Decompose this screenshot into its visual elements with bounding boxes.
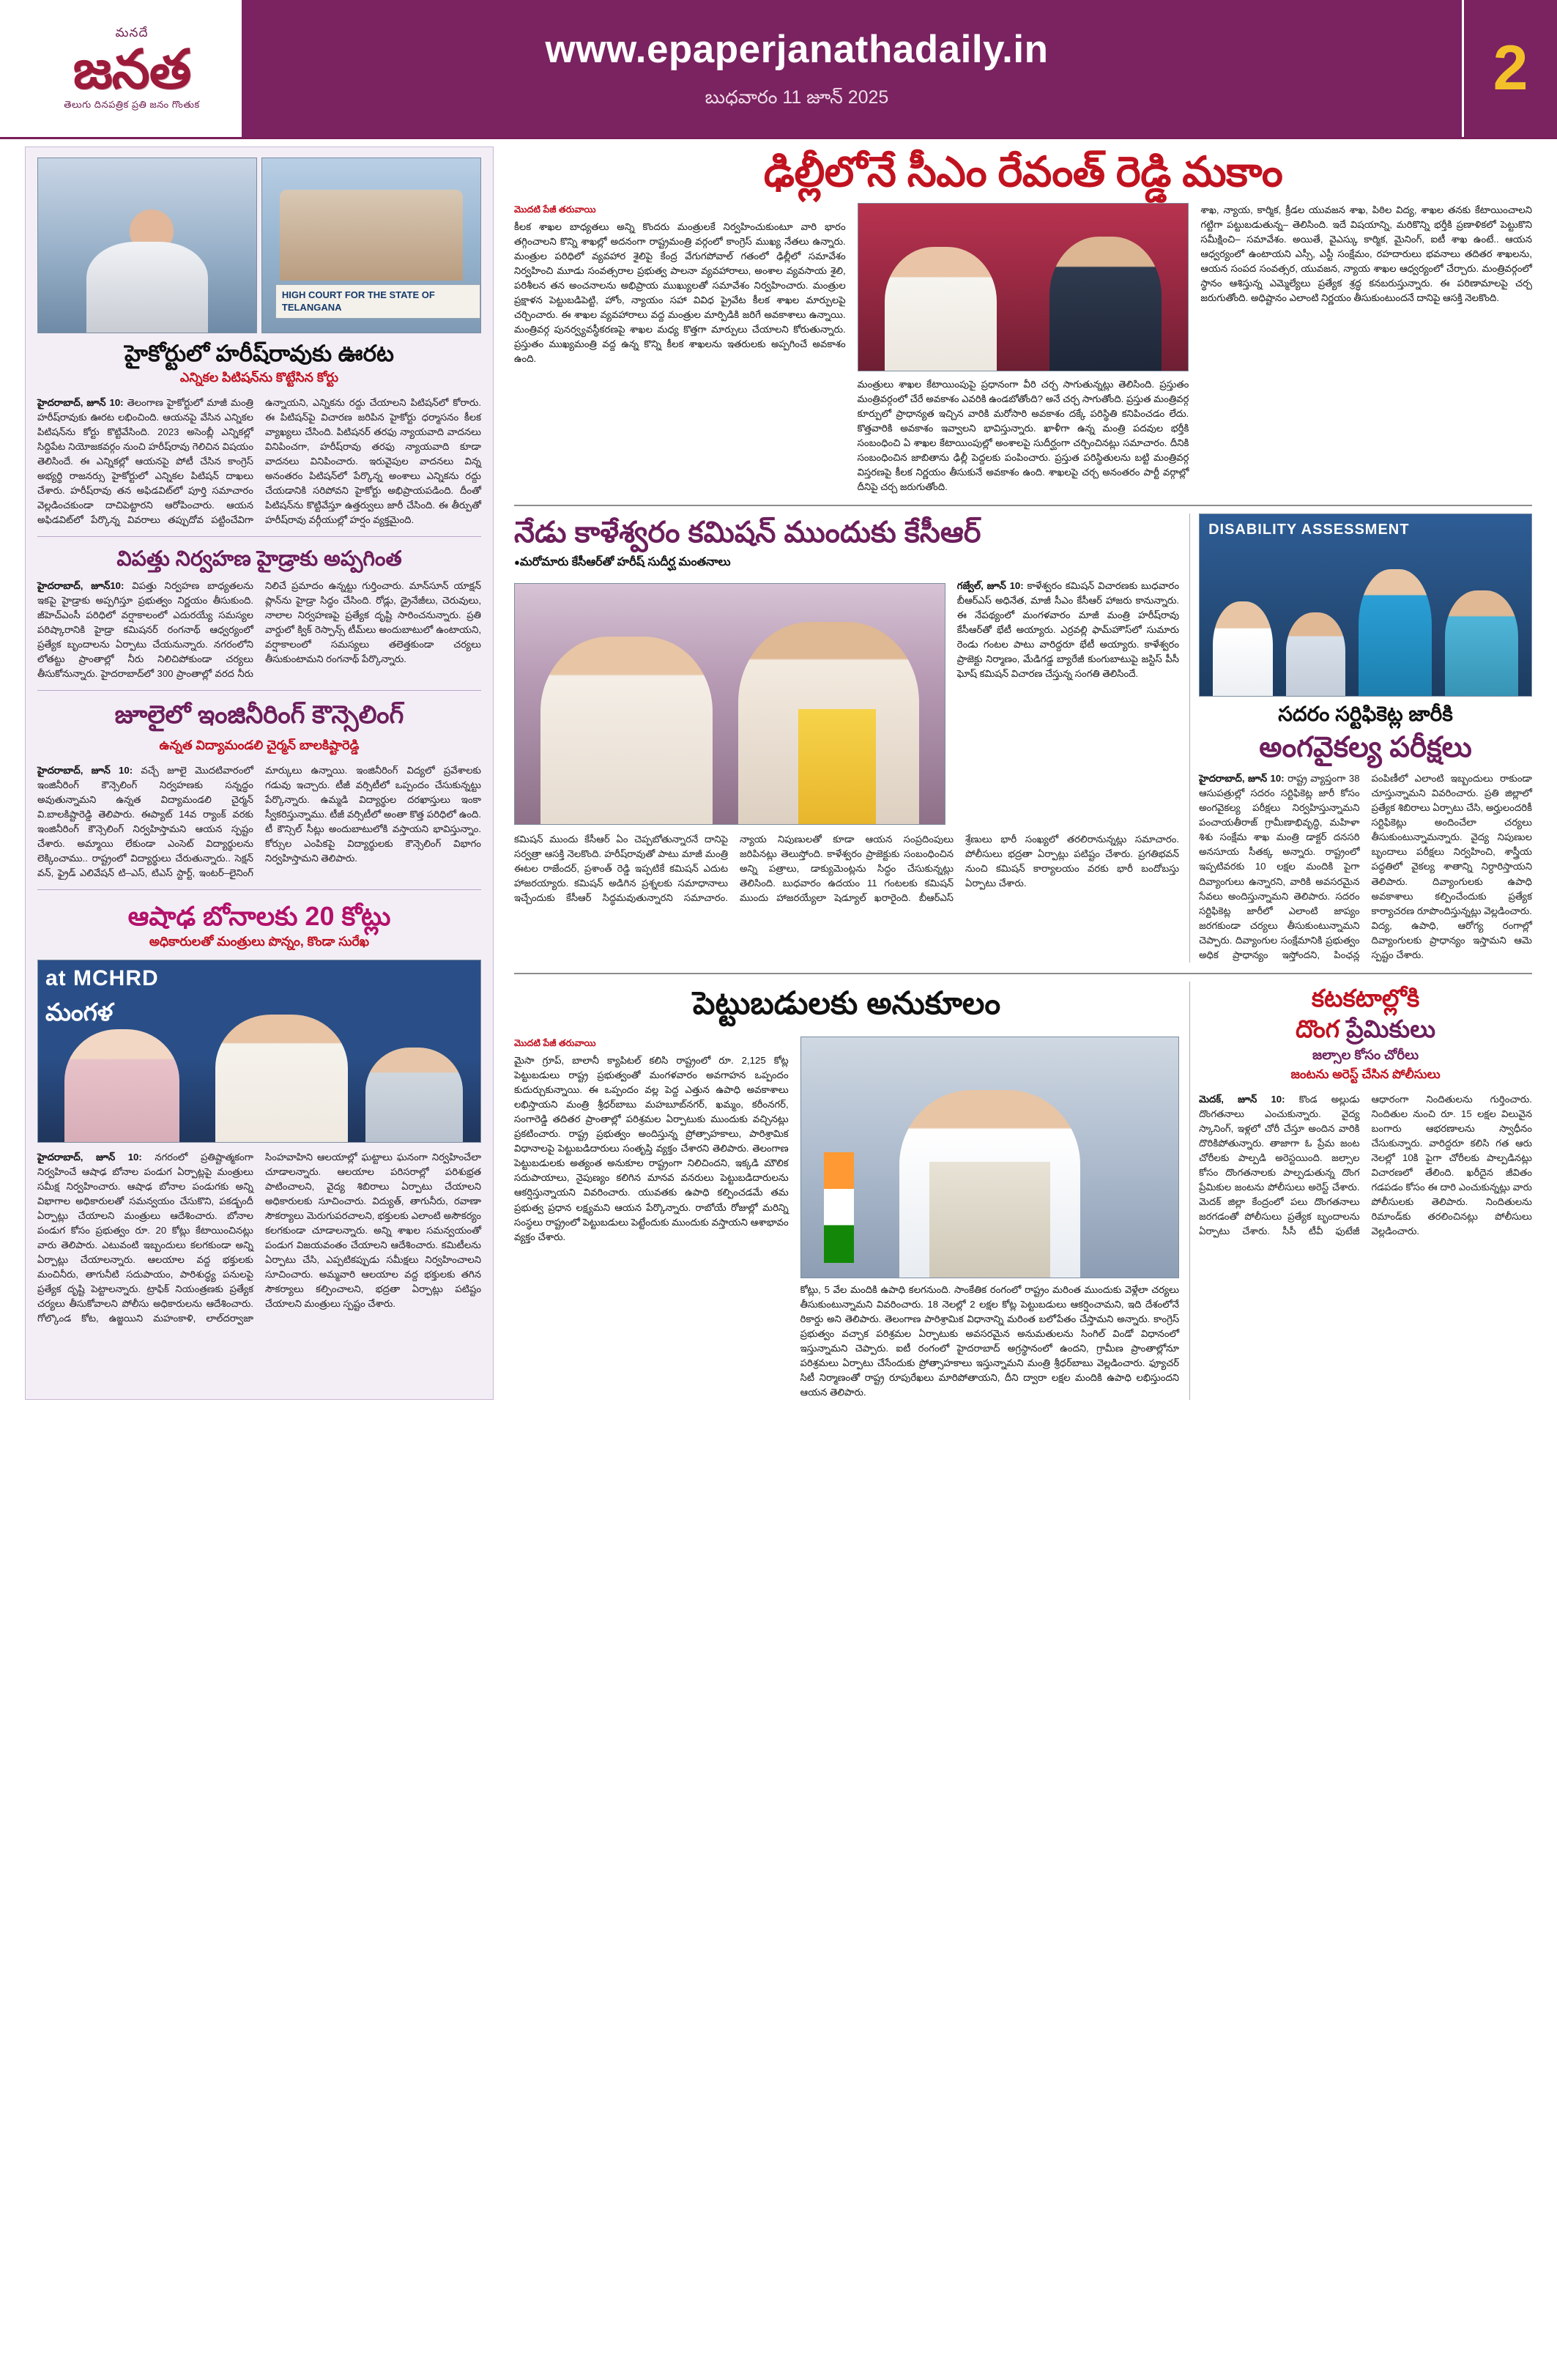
story-headline-harish: హైకోర్టులో హరీష్‌రావుకు ఊరట [125,341,394,366]
masthead [0,0,1557,139]
divider-1 [37,536,481,537]
masthead-bar [242,0,1462,137]
lead-headline: ఢిల్లీలోనే సీఎం రేవంత్ రెడ్డి మకాం [763,149,1283,196]
page-number: 2 [1462,0,1557,137]
kaleshwaram-columns [514,579,1179,825]
investment-columns [514,1037,1179,1401]
dateline-katakat: మెదక్, జూన్ 10: [1199,1093,1285,1105]
lead-col-3 [1200,203,1532,495]
story-subhead-bonalu: అధికారులతో మంత్రులు పొన్నం, కొండా సురేఖ [149,933,370,949]
story-text-kaleshwaram-2: కమిషన్ ముందు కేసీఆర్ ఏం చెప్పబోతున్నారనే దానిపై సర్వత్రా ఆసక్తి నెలకొంది. హరీష్‌రావుతో పాటు మాజీ మంత్రి ఈటల రాజేందర్, ప్రశాంత్ రెడ్డి ఇప్పటికే కమిషన్ ఎదుట హాజరయ్యారు. కమిషన్ అడిగిన ప్రశ్నలకు సమాధానాలు ఇచ్చేందుకు కేసీఆర్ సిద్ధమవుతున్నారని సమాచారం. న్యాయ నిపుణులతో కూడా ఆయన సంప్రదింపులు జరిపినట్లు తెలుస్తోంది. కాళేశ్వరం ప్రాజెక్టుకు సంబంధించిన అన్ని పత్రాలు, డాక్యుమెంట్లను సిద్ధం చేసుకున్నట్లు తెలిసింది. బుధవారం ఉదయం 11 గంటలకు కమిషన్ ముందు హాజరయ్యేలా షెడ్యూల్ ఖరారైంది. బీఆర్ఎస్ శ్రేణులు భారీ సంఖ్యలో తరలిరానున్నట్లు సమాచారం. పోలీసులు భద్రతా ఏర్పాట్లు పటిష్టం చేశారు. ప్రగతిభవన్ నుంచి కమిషన్ కార్యాలయం వరకు భారీ బందోబస్తు ఏర్పాటు చేశారు. [514,833,1180,904]
high-court-photo [261,157,481,333]
mchrd-banner-text-2: మంగళ [45,998,114,1026]
divider-3 [37,889,481,890]
panel-person-4 [1445,590,1518,696]
story-headline-katakat-2 [1199,1015,1532,1043]
story-subhead-katakat-1: జల్సాల కోసం చోరీలు [1312,1047,1419,1062]
story-headline-kaleshwaram: నేడు కాళేశ్వరం కమిషన్ ముందుకు కేసీఆర్ [514,516,981,549]
kaleshwaram-text-col [957,579,1179,825]
story-headline-katakat-1: కటకటాల్లోకి [1311,984,1420,1012]
story-body-harish [37,396,481,528]
story-body-hydra [37,579,481,681]
dateline-counselling: హైదరాబాద్, జూన్ 10: [37,764,133,776]
investment-text-col-1 [514,1037,789,1401]
harish-figure [540,637,713,824]
story-body-katakat [1199,1092,1532,1239]
story-bullet-kaleshwaram: ● మరోమారు కేసీఆర్‌తో హరీష్ సుదీర్ఘ మంతనాలు [514,555,1179,571]
dateline-hydra: హైదరాబాద్, జూన్10: [37,579,125,591]
kaleshwaram-photo-col [514,579,945,825]
panel-person-3 [1359,569,1432,697]
harish-rao-photo-group [37,157,481,333]
indian-flag [824,1152,854,1263]
panel-person-1 [1213,601,1273,696]
dateline-bonalu: హైదరాబాద్, జూన్ 10: [37,1151,142,1163]
lead-col-1 [514,203,846,495]
investment-story [514,982,1179,1401]
story-text-sadarem: రాష్ట్ర వ్యాప్తంగా 38 ఆసుపత్రుల్లో సదరం సర్టిఫికెట్ల జారీ కోసం అంగవైకల్య పరీక్షలు నిర్వహిస్తున్నామని పంచాయతీరాజ్ గ్రామీణాభివృద్ధి, మహిళా శిశు సంక్షేమ శాఖ మంత్రి డాక్టర్ దనసరి అనసూయ సీతక్క అన్నారు. రాష్ట్రంలో ఇప్పటివరకు 10 లక్షల మందికి పైగా దివ్యాంగులు ఉన్నారని, వారికి అవసరమైన సేవలు అందిస్తున్నామని తెలిపారు. సదరం సర్టిఫికెట్ల జారీలో ఎలాంటి జాప్యం జరగకుండా చర్యలు తీసుకుంటున్నామని చెప్పారు. దివ్యాంగుల సంక్షేమానికి ప్రభుత్వం అధిక ప్రాధాన్యం ఇస్తోందని, పింఛన్ల పంపిణీలో ఎలాంటి ఇబ్బందులు రాకుండా చూస్తున్నామని వివరించారు. ప్రతి జిల్లాలో ప్రత్యేక శిబిరాలు ఏర్పాటు చేసి, అర్హులందరికీ సర్టిఫికెట్లు అందించేలా చర్యలు తీసుకుంటున్నామన్నారు. వైద్య నిపుణుల బృందాలు పరీక్షలు నిర్వహించి, శాస్త్రీయ పద్ధతిలో వైకల్య శాతాన్ని నిర్ధారిస్తాయని తెలిపారు. దివ్యాంగులకు ఉపాధి అవకాశాలు కల్పించేందుకు ప్రత్యేక కార్యాచరణ రూపొందిస్తున్నట్లు వెల్లడించారు. విద్య, ఉపాధి, ఆరోగ్య రంగాల్లో దివ్యాంగులకు ప్రాధాన్యం ఇస్తామని ఆమె స్పష్టం చేశారు. [1199,773,1532,960]
dateline-harish: హైదరాబాద్, జూన్ 10: [37,396,124,408]
revanth-figure [885,247,997,371]
story-text-bonalu: నగరంలో ప్రతిష్టాత్మకంగా నిర్వహించే ఆషాఢ బోనాల పండుగ ఏర్పాట్లపై మంత్రులు సమీక్ష నిర్వహించారు. ఆషాఢ బోనాల పండుగకు అన్ని విభాగాల అధికారులతో సమన్వయం చేసుకొని, పకడ్బందీ ఏర్పాట్లు చేయాలని మంత్రులు ఆదేశించారు. బోనాల పండుగ కోసం ప్రభుత్వం రూ. 20 కోట్లు కేటాయించినట్లు వారు తెలిపారు. ఎటువంటి ఇబ్బందులు కలగకుండా అన్ని ఏర్పాట్లు చేయాలన్నారు. ఆలయాల వద్ద భక్తులకు మంచినీరు, తాగునీటి సదుపాయం, పారిశుద్ధ్య పనులపై ప్రత్యేక దృష్టి పెట్టాలన్నారు. ట్రాఫిక్ నియంత్రణకు ప్రత్యేక చర్యలు తీసుకోవాలని పోలీసు అధికారులను ఆదేశించారు. గోల్కొండ కోట, ఉజ్జయిని మహంకాళి, లాల్‌దర్వాజా సింహవాహిని ఆలయాల్లో ఘట్టాలు ఘనంగా నిర్వహించేలా చూడాలన్నారు. ఆలయాల పరిసరాల్లో పరిశుభ్రత పాటించాలని, వైద్య శిబిరాలు ఏర్పాటు చేయాలని అధికారులకు సూచించారు. విద్యుత్, తాగునీరు, రవాణా సౌకర్యాలు మెరుగుపరచాలని, భక్తులకు ఎలాంటి అసౌకర్యం కలగకుండా చూడాలన్నారు. అన్ని శాఖల సమన్వయంతో పండుగ విజయవంతం చేయాలని ఆదేశించారు. కమిటీలను ఏర్పాటు చేసి, ఎప్పటికప్పుడు సమీక్షలు నిర్వహించాలని సూచించారు. అమ్మవారి ఆలయాల వద్ద భక్తులకు తగిన సౌకర్యాలు కల్పించాలని, భద్రతా ఏర్పాట్లు పటిష్టం చేయాలని మంత్రులు స్పష్టం చేశారు. [37,1151,481,1324]
lead-col-2 [858,203,1189,495]
right-column [504,147,1532,1400]
story-headline-investment: పెట్టుబడులకు అనుకూలం [692,985,1001,1021]
dateline-sadarem: హైదరాబాద్, జూన్ 10: [1199,773,1285,785]
newspaper-logo [0,0,242,137]
minister-vest [929,1162,1050,1277]
story-headline-hydra: విపత్తు నిర్వహణ హైడ్రాకు అప్పగింత [116,547,402,571]
middle-band [514,514,1532,963]
story-text-harish: తెలంగాణ హైకోర్టులో మాజీ మంత్రి హరీష్‌రావుకు ఊరట లభించింది. ఆయనపై వేసిన ఎన్నికల పిటిషన్‌ను కోర్టు కొట్టివేసింది. 2023 అసెంబ్లీ ఎన్నికల్లో సిద్దిపేట నియోజకవర్గం నుంచి హరీష్‌రావు గెలిచిన విషయం తెలిసిందే. ఈ ఎన్నికల్లో ఆయనపై పోటీ చేసిన కాంగ్రెస్ అభ్యర్థి రాజనర్సు హైకోర్టులో ఎన్నికల పిటిషన్ దాఖలు చేశారు. హరీష్‌రావు తన అఫిడవిట్‌లో పూర్తి సమాచారం వెల్లడించకుండా దాచిపెట్టారని ఆరోపించారు. ఆయన అఫిడవిట్‌లో పేర్కొన్న వివరాలు తప్పుదోవ పట్టించేవిగా ఉన్నాయని, ఎన్నికను రద్దు చేయాలని పిటిషన్‌లో కోరారు. ఈ పిటిషన్‌పై విచారణ జరిపిన హైకోర్టు ధర్మాసనం కీలక వ్యాఖ్యలు చేసింది. పిటిషనర్ తరఫు న్యాయవాది వాదనలు వినిపించగా, హరీష్‌రావు తరఫు న్యాయవాది కూడా వాదనలు వినిపించారు. ఇరువైపుల వాదనలు విన్న అనంతరం పిటిషన్‌లో పేర్కొన్న అంశాలు ఎన్నికను రద్దు చేయడానికి సరిపోవని హైకోర్టు అభిప్రాయపడింది. దీంతో పిటిషన్‌ను కొట్టివేస్తూ ఉత్తర్వులు జారీ చేసింది. ఈ తీర్పుతో హరీష్‌రావు వర్గీయుల్లో హర్షం వ్యక్తమైంది. [37,396,481,526]
story-subhead-katakat-2: జంటను అరెస్ట్ చేసిన పోలీసులు [1290,1067,1441,1081]
story-subhead-harish: ఎన్నికల పిటిషన్‌ను కొట్టేసిన కోర్టు [179,369,339,385]
logo-top-text: మనదే [115,25,149,40]
divider-middle-bottom [514,973,1532,974]
lead-story-columns [514,203,1532,495]
website-url[interactable]: www.epaperjanathadaily.in [545,27,1049,71]
disability-story [1189,514,1532,963]
story-body-counselling [37,763,481,881]
byline-investment: మొదటి పేజీ తరువాయి [514,1037,596,1048]
left-column [25,147,494,1400]
column-gutter [494,147,504,1400]
story-headline-counselling: జూలైలో ఇంజినీరింగ్ కౌన్సెలింగ్ [114,701,404,730]
minister-sridhar-babu-photo [800,1037,1179,1278]
divider-lead-bottom [514,505,1532,506]
logo-title: జనత [73,40,191,100]
story-subhead-counselling: ఉన్నత విద్యామండలి చైర్మన్ బాలకిష్టారెడ్డి [159,737,360,752]
katakat-story [1189,982,1532,1401]
story-headline-sadarem-1: సదరం సర్టిఫికెట్ల జారీకి [1278,702,1453,726]
person-silhouette-2 [215,1015,348,1142]
story-text-counselling: వచ్చే జూలై మొదటివారంలో ఇంజినీరింగ్ కౌన్సెలింగ్ నిర్వహణకు సన్నద్ధం అవుతున్నామని ఉన్నత విద్యామండలి చైర్మన్ వి.బాలకిష్టారెడ్డి తెలిపారు. ఈప్యాట్ 14వ ర్యాంక్ వరకు ఇంజినీరింగ్ కౌన్సెలింగ్ నిర్వహిస్తామని ఆయన స్పష్టం చేశారు. అమ్మాయి లేకుండా ఎంసెట్ విద్యార్థులను లెక్కించాము.. రాష్ట్రంలో విద్యార్థులు చేరుతున్నారు.. సెక్షన్ వన్, ఫ్రైడ్ ఎలివేషన్ టి–ఎస్, టిఎస్ స్టార్ట్, ఇంటర్–లైనింగ్ మార్కులు ఉన్నాయి. ఇంజినీరింగ్ విద్యలో ప్రవేశాలకు గడువు ఇచ్చారు. టీజీ వర్సిటీలో ఒప్పందం చేసుకున్నట్టు పేర్కొన్నారు. ఉమ్మడి విద్యార్థుల దరఖాస్తులు ఇంకా స్వీకరిస్తున్నాము. టీజీ వర్సిటీలో అంతా కొత్త పరిధిలో ఉంది. టీ కౌన్సిల్ సీట్లు అందుబాటులోకి వస్తాయని భావిస్తున్నాం. కోర్సుల ఎంపికపై విద్యార్థులకు కౌన్సెలింగ్ విభాగం నిర్వహిస్తామని తెలిపారు. [37,764,481,878]
high-court-signboard: HIGH COURT FOR THE STATE OF TELANGANA [275,284,480,319]
logo-subtitle: తెలుగు దినపత్రిక ప్రతి జనం గొంతుక [64,99,200,111]
lead-byline: మొదటి పేజీ తరువాయి [514,204,596,215]
harish-rao-portrait-photo [37,157,257,333]
investment-photo-col [800,1037,1179,1401]
story-text-hydra: విపత్తు నిర్వహణ బాధ్యతలను ఇకపై హైడ్రాకు అప్పగిస్తూ ప్రభుత్వం నిర్ణయం తీసుకుంది. జీహెచ్ఎంసీ పరిధిలో వర్షాకాలంలో ఎదురయ్యే సమస్యల పరిష్కారానికి హైడ్రా కమిషనర్ రంగనాథ్ ఆధ్వర్యంలో ప్రత్యేక బృందాలను ఏర్పాటు చేయనున్నారు. నగరంలోని లోతట్టు ప్రాంతాల్లో నీరు నిలిచిపోకుండా చర్యలు తీసుకోనున్నారు. హైదరాబాద్‌లో 300 ప్రాంతాల్లో వరద నీరు నిలిచే ప్రమాదం ఉన్నట్టు గుర్తించారు. మాన్‌సూన్ యాక్షన్ ప్లాన్‌ను హైడ్రా సిద్ధం చేసింది. రోడ్లు, డ్రైనేజీలు, చెరువులు, నాలాల నిర్వహణపై ప్రత్యేక దృష్టి సారించనున్నారు. ప్రతి వార్డులో క్విక్ రెస్పాన్స్ టీమ్‌లు అందుబాటులో ఉంటాయని, వర్షాకాలంలో సమస్యలు తలెత్తకుండా చర్యలు తీసుకుంటామని రంగనాథ్ పేర్కొన్నారు. [37,579,481,680]
person-silhouette-1 [64,1029,179,1142]
katakat-word-red: దొంగ [1296,1015,1340,1042]
person-silhouette-3 [365,1048,463,1142]
lead-text-2: మంత్రులు శాఖల కేటాయింపుపై ప్రధానంగా వీరి చర్చ సాగుతున్నట్లు తెలిసింది. ప్రస్తుతం మంత్రివర్గంలో చేరే అవకాశం ఎవరికి ఉండబోతోంది? అనే చర్చ సాగుతోంది. ప్రస్తుత మంత్రివర్గ కూర్పులో ప్రాధాన్యత ఇచ్చిన వారికి మరోసారి అవకాశం దక్కే పరిస్థితి కనిపించడం లేదు. కొత్తవారికి అవకాశం ఇవ్వాలని భావిస్తున్నారు. ఖాళీగా ఉన్న మంత్రి పదవుల భర్తీకి సంబంధించి ఏ శాఖల కేటాయింపుల్లో అంశాలపై సుదీర్ఘంగా చర్చించినట్లు సమాచారం. దీనికి సంబంధించిన జాబితాను ఢిల్లీ పెద్దలకు పంపించారు. ప్రస్తుత పరిస్థితులను బట్టి మంత్రివర్గ విస్తరణపై కీలక నిర్ణయం తీసుకునే అవకాశం ఉంది. శాఖలపై చర్చ అనంతరం పార్టీ వర్గాల్లో దీనిపై చర్చ జరుగుతోంది. [857,378,1189,493]
disability-assessment-photo [1199,514,1532,697]
lead-text-1: కీలక శాఖల బాధ్యతలు అన్ని కొందరు మంత్రులకే నిర్వహించుకుంటూ వారి భారం తగ్గించాలని కొన్ని శాఖల్లో అదనంగా రాష్ట్రమంత్రి వర్గంలో కాంగ్రెస్ ముఖ్య నేతలు ఉన్నారు. మంత్రుల పరిధిలో వ్యవహార శైలిపై కేంద్ర వేగుగపోవాల్ గతంలో ఢిల్లీలో సమావేశం నిర్వహించి మూడు సంవత్సరాల ప్రభుత్వ పాలనా వ్యవహారాలు, అంశాల వ్యవసాయ శైలి, పరిశీలన తన అంచనాలను అభిప్రాయ ముఖ్యులతో సమావేశం నిర్వహించారు. మంత్రుల ప్రక్షాళన పెట్టుబడిపెట్టి, హోం, న్యాయం సహా వివిధ ప్రైవేట కీలక శాఖల మార్పులపై చర్చించారు. ఈ శాఖల వ్యవహారాలు వద్ద మంత్రుల మార్పిడికి జరిగే అవకాశాలు ఉన్నాయి. మంత్రివర్గ పునర్వ్యవస్థీకరణపై శాఖల మధ్య కొత్తగా మార్పులు చేయాలని కోరుతున్నారు. ప్రస్తుతం ముఖ్యమంత్రి వద్ద ఉన్న కొన్ని కీలక శాఖలను ఇతరులకు అప్పగించే అవకాశం ఉంది. [514,220,846,365]
lead-text-3: శాఖ, న్యాయ, కార్మిక, క్రీడల యువజన శాఖ, పిఠిల విద్య, శాఖల తనకు కేటాయించాలని గట్టిగా పట్టుబడుతున్న– తెలిసింది. ఇదే విషయాన్ని, మరికొన్ని భర్తీకి ప్రణాళికలో పెట్టుకొని సమీక్షించి– సమావేశం. అయితే, వైఎస్కు కార్మిక, మైనింగ్, ఐటీ శాఖ ఉంటే.. ఆయన ఆధ్వర్యంలో ఉంటాయని ఎస్సీ, ఎస్టీ సంక్షేమం, రహదారులు భవనాలు తదితర శాఖలను, ఆయన సంపద సంవత్సర, యువజన, న్యాయ శాఖల ఆధ్వర్యంలో చేర్చారు. మంత్రివర్గంలో స్థానం ఆశిస్తున్న ఎమ్మెల్యేలు ప్రత్యేక శ్రద్ధ కనబరుస్తున్నారు. ఈ పరిణామాలపై చర్చ జరుగుతోంది. అధిష్టానం ఎలాంటి నిర్ణయం తీసుకుంటుందనే దానిపై ఆసక్తి నెలకొంది. [1200,204,1533,304]
kaleshwaram-story [514,514,1179,963]
panel-person-2 [1286,612,1346,696]
dateline-kaleshwaram: గజ్వేల్, జూన్ 10: [956,579,1024,591]
issue-date: బుధవారం 11 జూన్ 2025 [705,87,889,108]
revanth-reddy-photo [858,203,1189,371]
mchrd-banner-text: at MCHRD [45,965,159,990]
kcr-harish-meeting-photo [514,583,945,825]
story-headline-bonalu: ఆషాఢ బోనాలకు 20 కోట్లు [127,901,391,931]
disability-banner-text: DISABILITY ASSESSMENT [1208,522,1410,538]
page-content [0,139,1557,1422]
divider-2 [37,690,481,691]
story-body-sadarem [1199,771,1532,963]
pink-scarf [798,709,876,824]
story-text-kaleshwaram-1: కాళేశ్వరం కమిషన్ విచారణకు బుధవారం బీఆర్ఎస్ అధినేత, మాజీ సీఎం కేసీఆర్ హాజరు కానున్నారు. ఈ నేపథ్యంలో మంగళవారం మాజీ మంత్రి హరీష్‌రావు కేసీఆర్‌తో భేటీ అయ్యారు. ఎర్రవల్లి ఫామ్‌హౌస్‌లో సుమారు రెండు గంటల పాటు వారిద్దరూ భేటీ అయ్యారు. కాళేశ్వరం ప్రాజెక్టు నిర్మాణం, మేడిగడ్డ బ్యారేజీ కుంగుబాటుపై జస్టిస్ పీసీ ఘోష్ కమిషన్ విచారణ చేస్తున్న సంగతి తెలిసిందే. [956,579,1180,680]
story-text-investment-1: మైసా గ్రూప్, బాలానీ క్యాపిటల్ కలిసి రాష్ట్రంలో రూ. 2,125 కోట్ల పెట్టుబడులు రాష్ట్ర ప్రభుత్వంతో మంగళవారం అవగాహన ఒప్పందం కుదుర్చుకున్నాయి. ఈ ఒప్పందం వల్ల పెద్ద ఎత్తున ఉపాధి అవకాశాలు లభిస్తాయని మంత్రి శ్రీధర్‌బాబు మహబూబ్‌నగర్, ఖమ్మం, కరీంనగర్, సంగారెడ్డి తదితర ప్రాంతాల్లో పరిశ్రమల ఏర్పాటుకు ముందుకు వచ్చినట్లు ప్రకటించారు. రాష్ట్ర ప్రభుత్వం అందిస్తున్న ప్రోత్సాహకాలు, పారిశ్రామిక విధానాలపై పెట్టుబడిదారులు సంతృప్తి వ్యక్తం చేశారని తెలిపారు. తెలంగాణ పెట్టుబడులకు అత్యంత అనుకూల రాష్ట్రంగా నిలిచిందని, ఇక్కడి మౌలిక సదుపాయాలు, నైపుణ్యం కలిగిన మానవ వనరులు పెట్టుబడిదారులను ఆకర్షిస్తున్నాయని వివరించారు. యువతకు ఉపాధి కల్పించడమే తమ ప్రభుత్వ ప్రధాన లక్ష్యమని ఆయన పేర్కొన్నారు. రాబోయే రోజుల్లో మరిన్ని సంస్థలు రాష్ట్రంలో పెట్టుబడులు పెట్టేందుకు ముందుకు వస్తాయని ఆశాభావం వ్యక్తం చేశారు. [514,1054,789,1242]
story-headline-sadarem-2: అంగవైకల్య పరీక్షలు [1259,732,1472,764]
second-figure [1049,237,1162,370]
bottom-band [514,982,1532,1401]
katakat-word-purple: ప్రేమికులు [1346,1015,1436,1042]
story-text-katakat: కొండ అల్లుడు దొంగతనాలు ఎంచుకున్నారు. వైద్య స్కానింగ్, ఇళ్లలో చోరీ చేస్తూ అందిన వారికి దొరికిపోతున్నారు. తాజాగా ఓ ప్రేమ జంట చోరీలకు పాల్పడి అరెస్టయింది. జల్సాల కోసం దొంగతనాలకు పాల్పడుతున్న దొంగ ప్రేమికుల జంటను పోలీసులు అరెస్ట్ చేశారు. మెదక్ జిల్లా కేంద్రంలో పలు దొంగతనాలు జరగడంతో పోలీసులు ప్రత్యేక బృందాలను ఏర్పాటు చేశారు. సీసీ టీవీ ఫుటేజీ ఆధారంగా నిందితులను గుర్తించారు. నిందితుల నుంచి రూ. 15 లక్షల విలువైన బంగారు ఆభరణాలను స్వాధీనం చేసుకున్నారు. వారిద్దరూ కలిసి గత ఆరు నెలల్లో 10కి పైగా చోరీలకు పాల్పడినట్లు విచారణలో తేలింది. ఖరీదైన జీవితం గడపడం కోసం ఈ దారి ఎంచుకున్నట్లు వారు పోలీసులకు తెలిపారు. నిందితులను రిమాండ్‌కు తరలించినట్లు పోలీసులు వెల్లడించారు. [1199,1093,1532,1237]
story-text-investment-2: కోట్లు, 5 వేల మందికి ఉపాధి కలగనుంది. సాంకేతిక రంగంలో రాష్ట్రం మరింత ముందుకు వెళ్లేలా చర్యలు తీసుకుంటున్నామని వివరించారు. 18 నెలల్లో 2 లక్షల కోట్ల పెట్టుబడులు ఆకర్షించామని, ఇది దేశంలోనే రికార్డు అని తెలిపారు. తెలంగాణ పారిశ్రామిక విధానాన్ని మరింత బలోపేతం చేస్తామని అన్నారు. కాంగ్రెస్ ప్రభుత్వం వచ్చాక పరిశ్రమల ఏర్పాటుకు అవసరమైన అనుమతులను సింగిల్ విండో విధానంలో ఇస్తున్నామని చెప్పారు. ఐటీ రంగంలో హైదరాబాద్ అగ్రస్థానంలో ఉందని, గ్రామీణ ప్రాంతాల్లోనూ పరిశ్రమలు ఏర్పాటు చేసేందుకు ప్రోత్సాహకాలు ఇస్తున్నామని మంత్రి శ్రీధర్‌బాబు వెల్లడించారు. ఫ్యూచర్ సిటీ నిర్మాణంతో రాష్ట్ర రూపురేఖలు మారిపోతాయని, దీని ద్వారా లక్షల మందికి ఉపాధి లభిస్తుందని ఆయన తెలిపారు. [800,1283,1180,1398]
story-body-bonalu [37,1150,481,1327]
mchrd-press-meet-photo [37,960,481,1143]
